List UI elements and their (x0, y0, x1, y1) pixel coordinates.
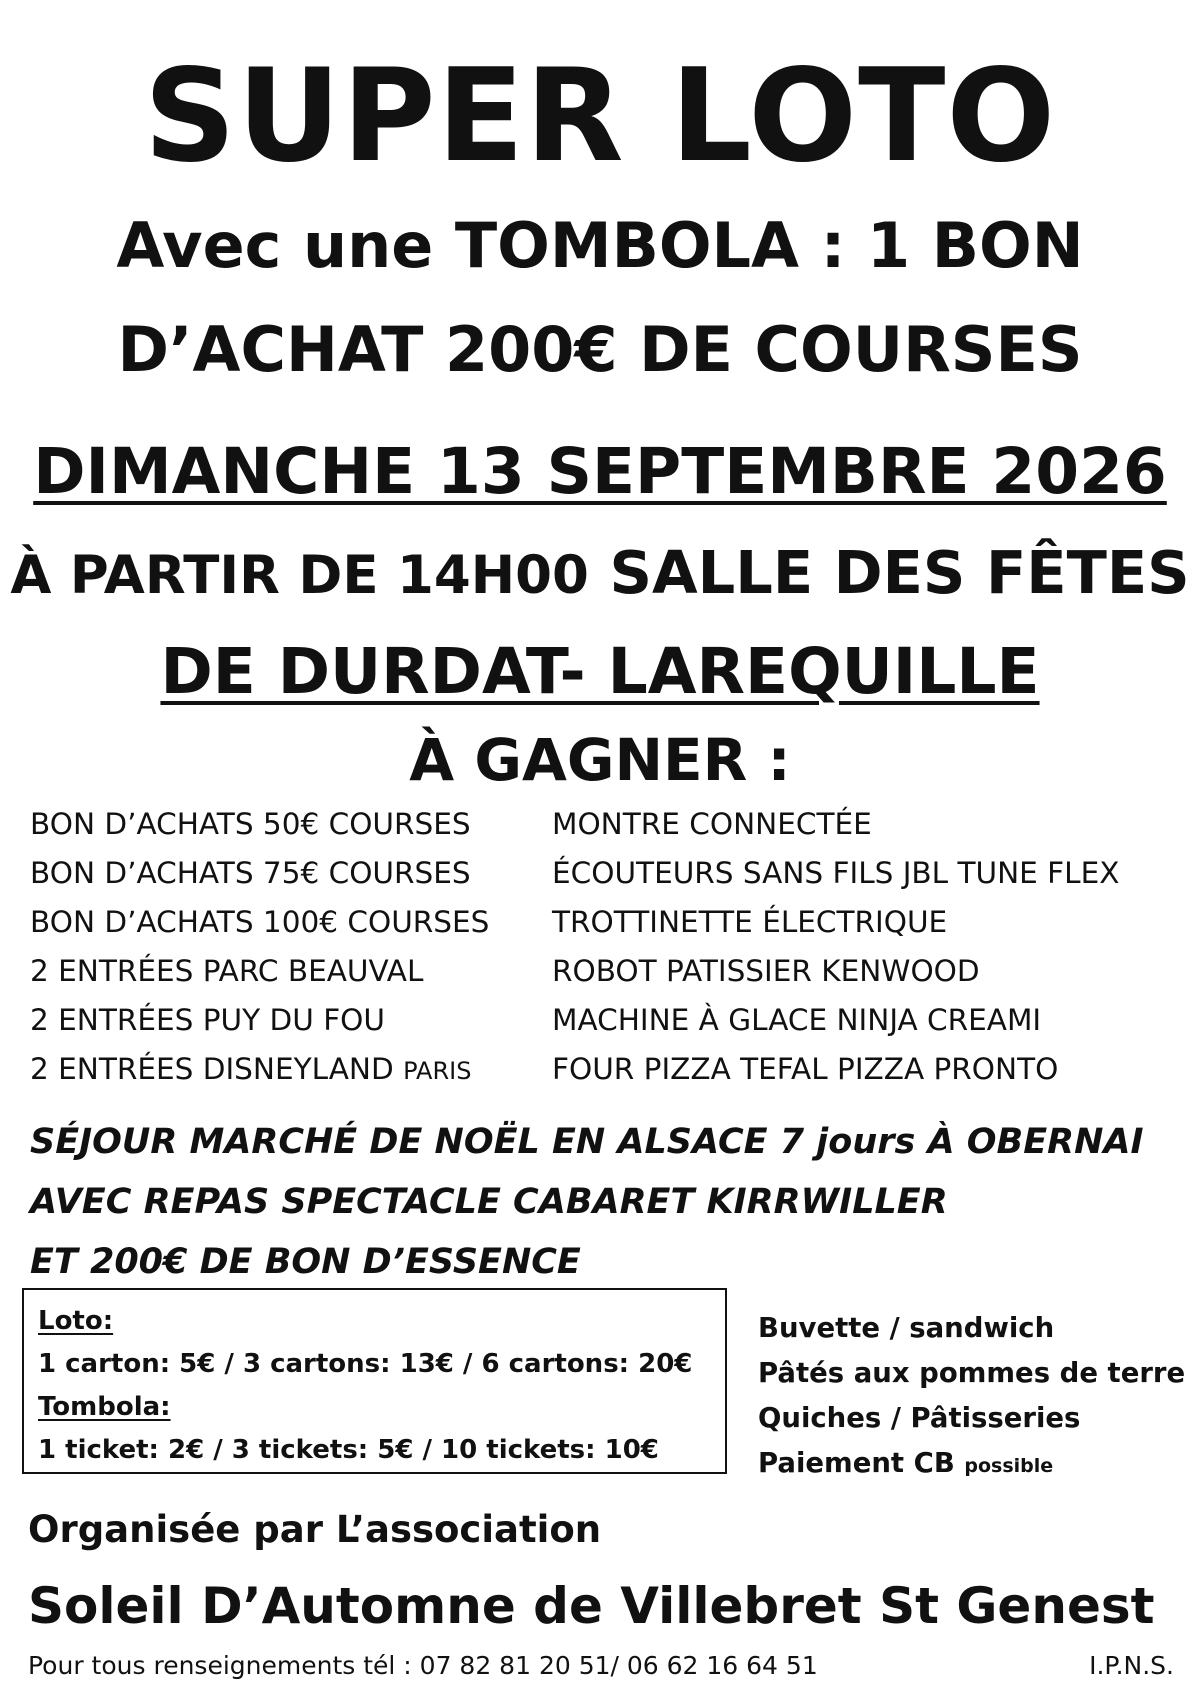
prize-item: BON D’ACHATS 75€ COURSES (30, 856, 471, 890)
refreshment-item: Pâtés aux pommes de terre (758, 1357, 1186, 1389)
pricing-box (22, 1288, 727, 1474)
loto-label (38, 1300, 725, 1343)
tombola-label-text: Tombola: (38, 1392, 171, 1422)
organised-by: Organisée par L’association (28, 1508, 602, 1551)
loto-label-text: Loto: (38, 1306, 114, 1336)
association-name: Soleil D’Automne de Villebret St Genest (28, 1577, 1155, 1635)
event-date (0, 432, 1200, 512)
event-location (0, 632, 1200, 712)
tombola-prices: 1 ticket: 2€ / 3 tickets: 5€ / 10 tickets: 10€ (38, 1435, 659, 1465)
event-venue: SALLE DES FÊTES (609, 538, 1190, 607)
prize-list-left (30, 800, 489, 1094)
prize-item: 2 ENTRÉES PUY DU FOU (30, 1003, 385, 1037)
loto-prices: 1 carton: 5€ / 3 cartons: 13€ / 6 cartons: 20€ (38, 1349, 693, 1379)
tombola-line-2: D’ACHAT 200€ DE COURSES (117, 313, 1083, 386)
refreshments-list (758, 1306, 1185, 1486)
event-time: À PARTIR DE 14H00 (10, 545, 589, 606)
payment-main: Paiement CB (758, 1447, 955, 1479)
grand-prize-line-2: AVEC REPAS SPECTACLE CABARET KIRRWILLER (30, 1182, 948, 1222)
prize-item: 2 ENTRÉES PARC BEAUVAL (30, 954, 424, 988)
prize-item: ÉCOUTEURS SANS FILS JBL TUNE FLEX (552, 856, 1120, 890)
refreshment-item: Quiches / Pâtisseries (758, 1402, 1081, 1434)
grand-prize-line-1: SÉJOUR MARCHÉ DE NOËL EN ALSACE 7 jours À OBERNAI (30, 1122, 1144, 1162)
ipns-mark: I.P.N.S. (1089, 1651, 1174, 1680)
prize-item-suffix: PARIS (403, 1057, 472, 1085)
payment-info (758, 1441, 1185, 1486)
event-location-text: DE DURDAT- LAREQUILLE (160, 635, 1040, 708)
prize-list-right (552, 800, 1119, 1094)
grand-prize-line-3: ET 200€ DE BON D’ESSENCE (30, 1242, 581, 1282)
win-heading: À GAGNER : (409, 726, 791, 794)
poster-title: SUPER LOTO (143, 42, 1057, 191)
refreshment-item: Buvette / sandwich (758, 1312, 1055, 1344)
contact-info: Pour tous renseignements tél : 07 82 81 20 51/ 06 62 16 64 51 (28, 1651, 818, 1680)
tombola-label (38, 1386, 725, 1429)
prize-item: ROBOT PATISSIER KENWOOD (552, 954, 980, 988)
payment-small: possible (964, 1455, 1054, 1477)
prize-item: FOUR PIZZA TEFAL PIZZA PRONTO (552, 1052, 1059, 1086)
event-time-place (0, 535, 1200, 614)
prize-item: BON D’ACHATS 50€ COURSES (30, 807, 471, 841)
tombola-line-1: Avec une TOMBOLA : 1 BON (116, 209, 1084, 282)
prize-item: MACHINE À GLACE NINJA CREAMI (552, 1003, 1042, 1037)
prize-item-text: 2 ENTRÉES DISNEYLAND (30, 1052, 394, 1086)
prize-item: MONTRE CONNECTÉE (552, 807, 872, 841)
event-date-text: DIMANCHE 13 SEPTEMBRE 2026 (33, 435, 1167, 508)
prize-item: TROTTINETTE ÉLECTRIQUE (552, 905, 948, 939)
prize-item: BON D’ACHATS 100€ COURSES (30, 905, 490, 939)
prize-item (30, 1045, 489, 1094)
